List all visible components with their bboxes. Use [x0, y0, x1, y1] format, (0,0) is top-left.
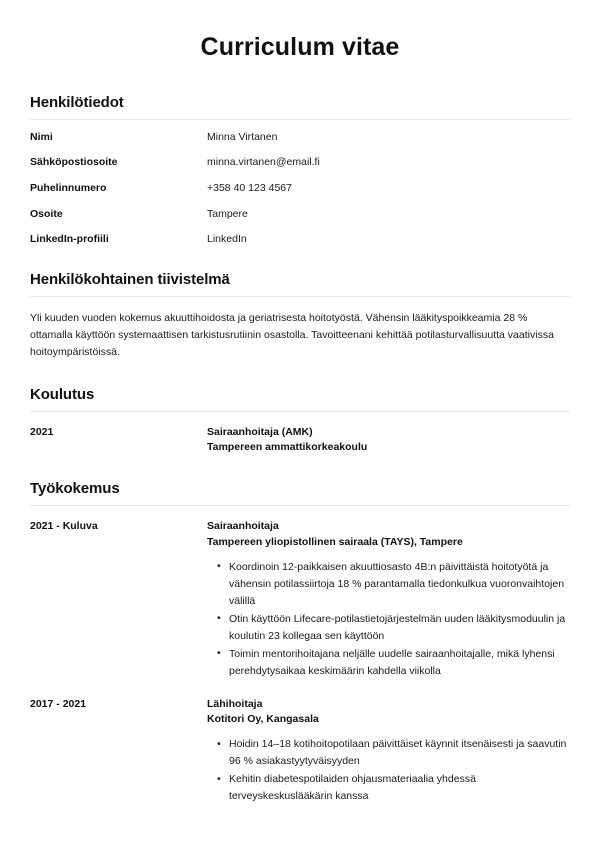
section-summary: [30, 271, 570, 361]
entry-bullet: • Hoidin 14–18 kotihoitopotilaan päivittäiset käynnit itsenäisesti ja saavutin 96 % asiakastyytyväisyyden: [229, 736, 570, 770]
education-entry: [30, 425, 570, 455]
experience-entries: [30, 519, 570, 806]
detail-row: [30, 233, 570, 247]
detail-row: [30, 131, 570, 145]
entry-institution: Tampereen ammattikorkeakoulu: [207, 441, 368, 454]
education-entries: [30, 425, 570, 455]
experience-entry: [30, 697, 570, 806]
entry-spacer: [30, 683, 570, 697]
entry-role: Sairaanhoitaja: [207, 520, 279, 533]
page-title: Curriculum vitae: [200, 33, 400, 61]
section-experience: [30, 480, 570, 806]
entry-body: [207, 519, 570, 680]
section-divider: [30, 505, 570, 506]
detail-label: Osoite: [30, 207, 63, 220]
section-personal-details: [30, 94, 570, 247]
entry-bullet: • Otin käyttöön Lifecare-potilastietojärjestelmän uuden lääkitysmoduulin ja koulutin 23 kollegaa sen käyttöön: [229, 611, 570, 645]
section-heading-summary: Henkilökohtainen tiivistelmä: [30, 270, 230, 288]
detail-row: [30, 182, 570, 196]
entry-period: 2021: [30, 425, 54, 438]
experience-entry: [30, 519, 570, 680]
detail-label: LinkedIn-profiili: [30, 233, 109, 246]
detail-label: Sähköpostiosoite: [30, 156, 118, 169]
entry-bullet: • Toimin mentorihoitajana neljälle uudelle sairaanhoitajalle, mikä lyhensi perehdytysaikaa keskimäärin kahdella viikolla: [229, 646, 570, 680]
personal-details-list: [30, 131, 570, 247]
entry-employer: Kotitori Oy, Kangasala: [207, 713, 319, 726]
detail-value: +358 40 123 4567: [207, 182, 292, 195]
detail-value-linkedin[interactable]: LinkedIn: [207, 233, 247, 246]
entry-body: [207, 425, 570, 455]
section-divider: [30, 296, 570, 297]
detail-label: Puhelinnumero: [30, 182, 107, 195]
section-education: [30, 386, 570, 455]
entry-period: 2017 - 2021: [30, 697, 87, 710]
entry-role: Lähihoitaja: [207, 697, 263, 710]
detail-row: [30, 156, 570, 170]
detail-value: Tampere: [207, 207, 248, 220]
entry-degree: Sairaanhoitaja (AMK): [207, 425, 313, 438]
section-heading-personal-details: Henkilötiedot: [30, 93, 124, 111]
entry-body: [207, 697, 570, 806]
detail-value: minna.virtanen@email.fi: [207, 156, 320, 169]
detail-value: Minna Virtanen: [207, 130, 278, 143]
entry-bullet: • Kehitin diabetespotilaiden ohjausmateriaalia yhdessä terveyskeskuslääkärin kanssa: [229, 771, 570, 805]
entry-bullet-list: [207, 736, 570, 805]
section-heading-education: Koulutus: [30, 385, 95, 403]
entry-period: 2021 - Kuluva: [30, 520, 98, 533]
entry-bullet: • Koordinoin 12-paikkaisen akuuttiosasto 4B:n päivittäistä hoitotyötä ja vähensin potilassiirtoja 18 % parantamalla tiedonkulkua vuoronvaihtojen välillä: [229, 559, 570, 610]
section-divider: [30, 411, 570, 412]
detail-label: Nimi: [30, 130, 53, 143]
section-heading-experience: Työkokemus: [30, 480, 120, 498]
section-divider: [30, 119, 570, 120]
entry-employer: Tampereen yliopistollinen sairaala (TAYS), Tampere: [207, 535, 463, 548]
entry-bullet-list: [207, 559, 570, 680]
detail-row: [30, 208, 570, 222]
summary-paragraph: Yli kuuden vuoden kokemus akuuttihoidosta ja geriatrisesta hoitotyöstä. Vähensin lääkityspoikkeamia 28 % ottamalla käyttöön systemaattisen tarkistusrutiinin osastolla. Tavoitteenani kehittää potilasturvallisuutta vaativissa hoitoympäristöissä.: [30, 311, 554, 358]
